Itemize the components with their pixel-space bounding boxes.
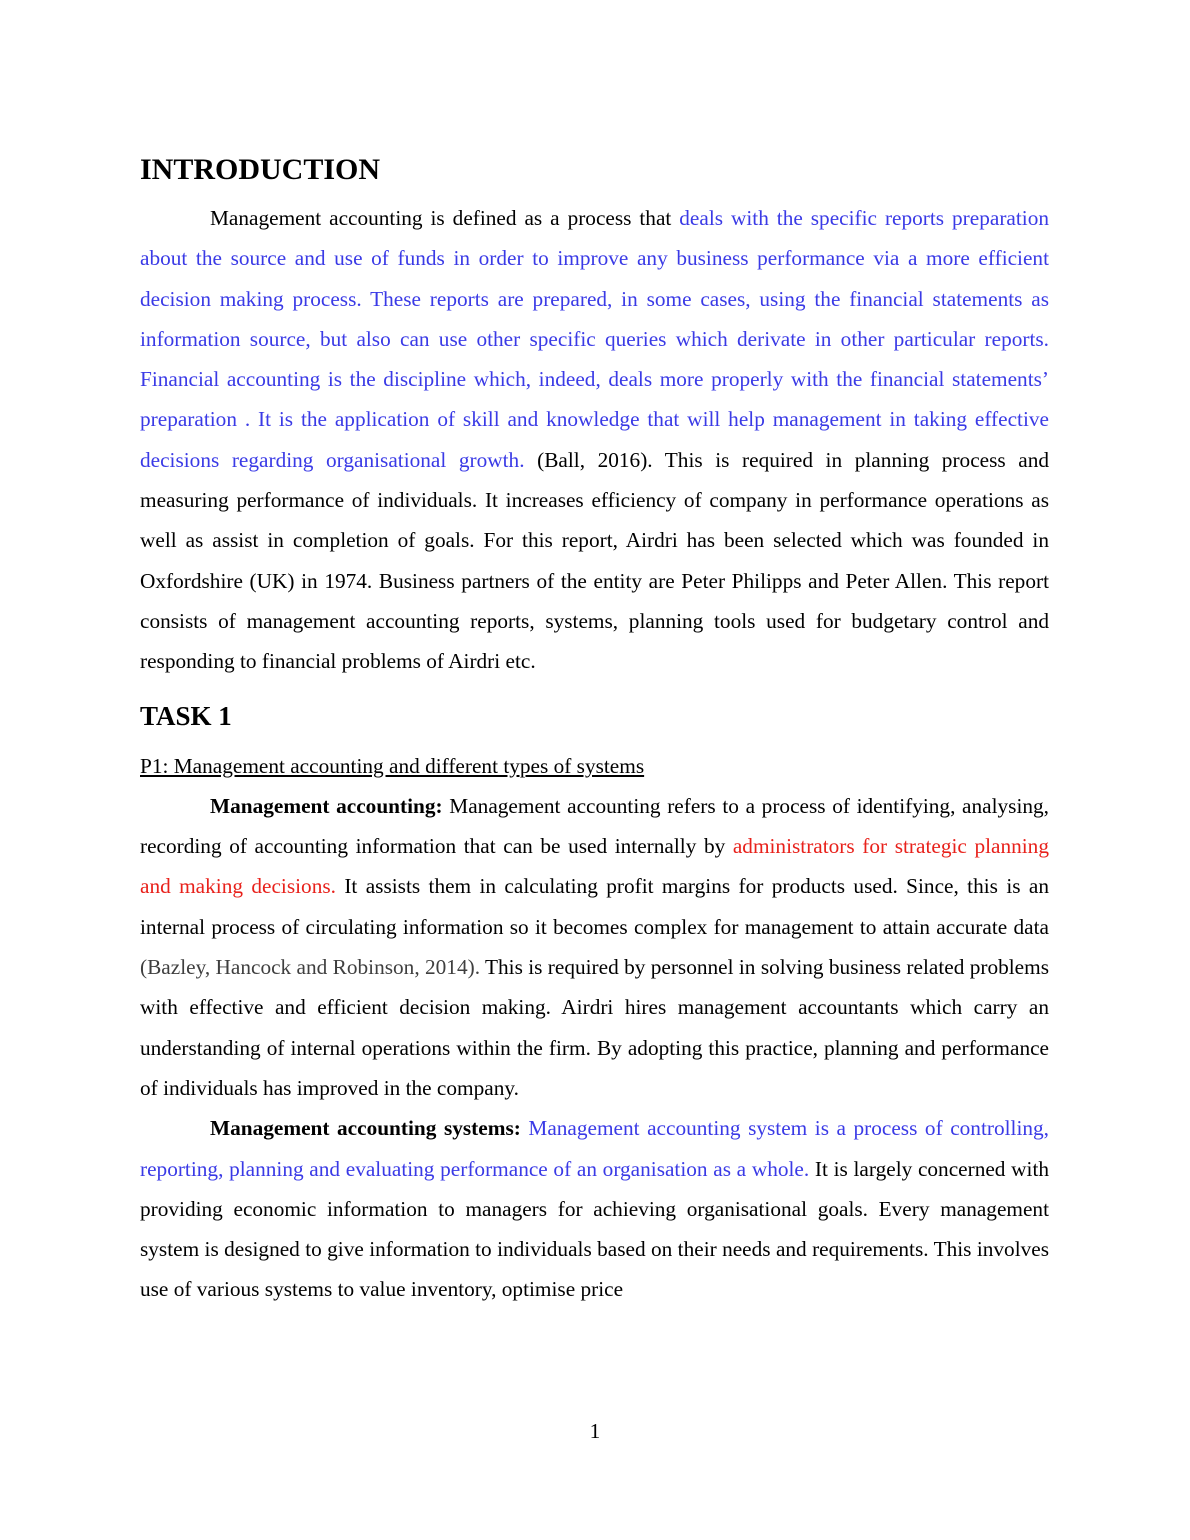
ma-text-middle: It assists them in calculating profit margins for products used. Since, this is an internal process of circulating information so it becomes complex for management to attain accurate data	[140, 874, 1049, 939]
p1-subheading: P1: Management accounting and different types of systems	[140, 753, 645, 778]
ma-systems-text: It is largely concerned with providing economic information to managers for achieving organisational goals. Every management system is designed to give information to individuals based on their needs and requirements. This involves use of various systems to value inventory, optimise price	[140, 1156, 1050, 1302]
document-page	[140, 148, 1049, 1310]
introduction-heading: INTRODUCTION	[140, 153, 381, 186]
ma-highlighted-text: administrators for strategic planning and making decisions.	[140, 834, 1049, 899]
ma-systems-highlighted-text: Management accounting system is a process of controlling, reporting, planning and evaluating performance of an organisation as a whole.	[140, 1116, 1049, 1181]
management-accounting-systems-paragraph	[140, 1108, 1049, 1309]
management-accounting-label: Management accounting:	[210, 793, 443, 818]
task1-heading: TASK 1	[140, 700, 232, 731]
page-number: 1	[589, 1419, 601, 1443]
introduction-paragraph	[140, 198, 1049, 682]
ma-citation: (Bazley, Hancock and Robinson, 2014).	[140, 955, 481, 980]
ma-text-end: This is required by personnel in solving business related problems with effective and efficient decision making. Airdri hires management accountants which carry an understanding of internal operations within the firm. By adopting this practice, planning and performance of individuals has improved in the company.	[140, 955, 1049, 1100]
management-accounting-paragraph	[140, 786, 1049, 1108]
intro-text-end: (Ball, 2016). This is required in planning process and measuring performance of individuals. It increases efficiency of company in performance operations as well as assist in completion of goals. For this report, Airdri has been selected which was founded in Oxfordshire (UK) in 1974. Business partners of the entity are Peter Philipps and Peter Allen. This report consists of management accounting reports, systems, planning tools used for budgetary control and responding to financial problems of Airdri etc.	[140, 447, 1049, 674]
ma-systems-label: Management accounting systems:	[210, 1116, 521, 1141]
intro-text-start: Management accounting is defined as a process that	[210, 206, 680, 230]
intro-highlighted-text: deals with the specific reports preparation about the source and use of funds in order to improve any business performance via a more efficient decision making process. These reports are prepared, in some cases, using the financial statements as information source, but also can use other specific queries which derivate in other particular reports. Financial accounting is the discipline which, indeed, deals more properly with the financial statements’ preparation . It is the application of skill and knowledge that will help management in taking effective decisions regarding organisational growth.	[140, 206, 1049, 472]
ma-text-start: Management accounting refers to a process of identifying, analysing, recording of accounting information that can be used internally by	[140, 793, 1049, 859]
